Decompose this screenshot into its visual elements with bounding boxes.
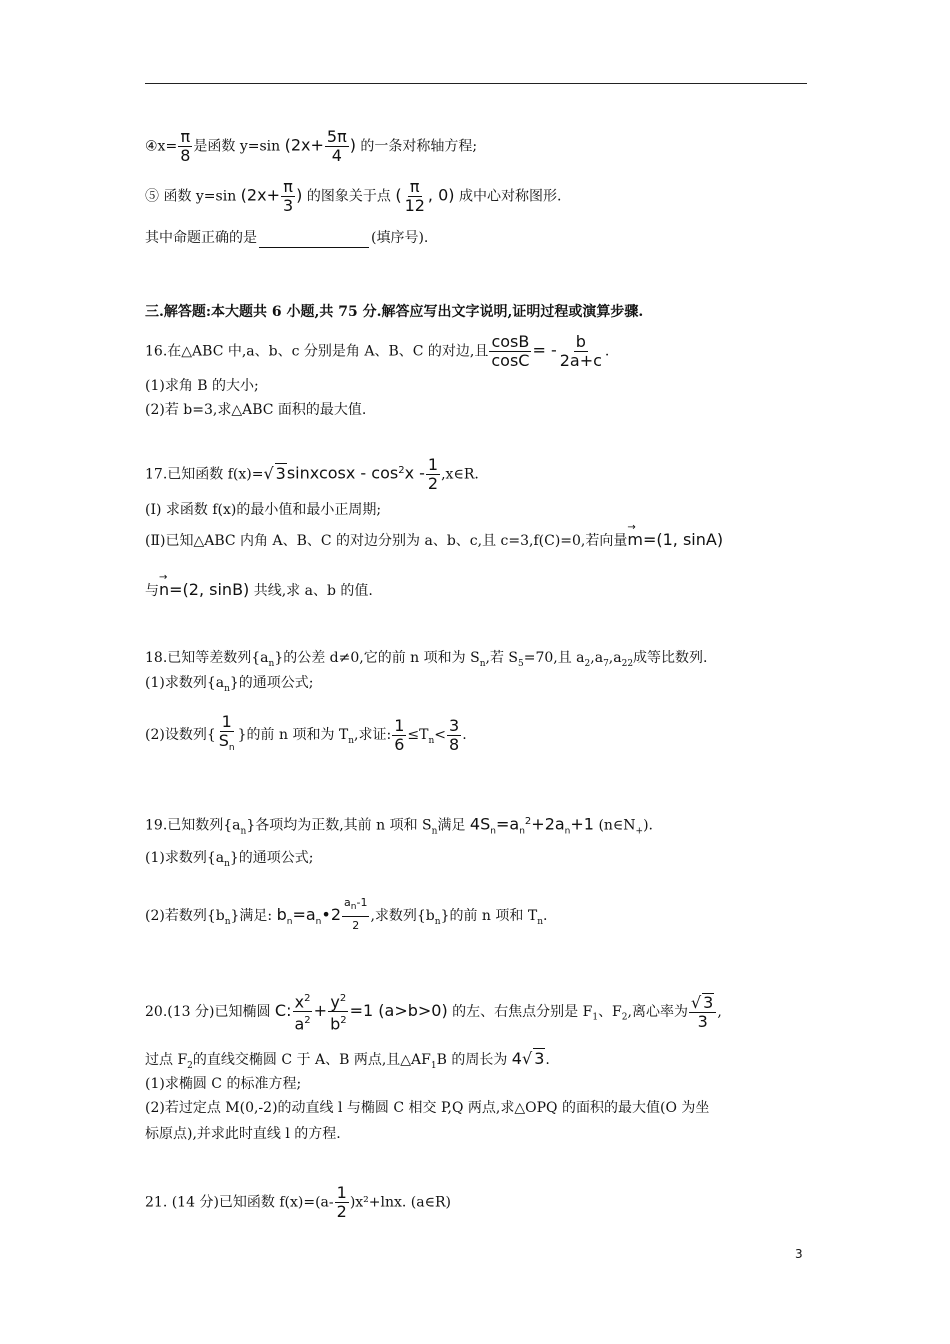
text: 共线,求 a、b 的值. bbox=[253, 583, 373, 599]
text: 的图象关于点 bbox=[306, 188, 391, 205]
math-text: ) bbox=[349, 135, 356, 155]
question-20: 20.(13 分)已知椭圆 C: $\frac{x^2}{a^2}$ + $\frac{y^2}{b^2}$ =1 (a>b>0) 的左、右焦点分别是 $F_1$、$F_2$,离心率为 $\frac{√ 3}{3}$ , bbox=[145, 990, 722, 1034]
text: (填序号). bbox=[371, 230, 429, 246]
math-text: S bbox=[218, 731, 229, 750]
math-text: (2x+ bbox=[240, 185, 280, 205]
math-text: y bbox=[330, 992, 340, 1012]
text: 其中命题正确的是 bbox=[145, 230, 257, 246]
numerator: π bbox=[180, 127, 191, 146]
subscript: n bbox=[479, 658, 486, 669]
math-text: √ 3 bbox=[521, 1049, 545, 1068]
numerator: cosB bbox=[491, 332, 530, 351]
text: . bbox=[604, 343, 610, 360]
text: }的通项公式; bbox=[229, 675, 314, 691]
numerator bbox=[293, 990, 313, 1012]
text: ⑤ 函数 y=sin bbox=[145, 188, 237, 205]
math-text: =(1, sinA) bbox=[642, 530, 724, 549]
text: (2)若数列{b bbox=[145, 908, 225, 924]
numerator: √ 3 bbox=[689, 993, 716, 1013]
question-19-part-2 bbox=[145, 894, 547, 935]
fraction-sqrt3-over-3 bbox=[689, 993, 716, 1031]
numerator: 1 bbox=[394, 715, 405, 735]
text: ,求数列{b bbox=[370, 908, 435, 924]
math-text: ) bbox=[296, 185, 303, 205]
fraction-1-over-6 bbox=[392, 717, 406, 754]
subscript: n bbox=[431, 826, 438, 837]
text: }的公差 d≠0,它的前 n 项和为 S bbox=[274, 650, 480, 666]
text: 满足 bbox=[437, 817, 466, 834]
denominator: 2a+c bbox=[559, 351, 602, 370]
vector-m: → m bbox=[627, 530, 643, 550]
question-17 bbox=[145, 456, 479, 493]
text: . bbox=[545, 1052, 550, 1068]
math-text: sinxcosx - cos bbox=[286, 463, 399, 483]
denominator: 2 bbox=[427, 474, 439, 493]
text: (Ⅱ)已知△ABC 内角 A、B、C 的对边分别为 a、b、c,且 c=3,f(C)=0,若向量 bbox=[145, 533, 628, 549]
denominator: 8 bbox=[449, 734, 460, 754]
question-19-part-1 bbox=[145, 848, 314, 874]
subscript: n bbox=[348, 735, 355, 746]
subscript: 7 bbox=[603, 658, 609, 669]
math-text: =1 (a>b>0) bbox=[349, 1000, 448, 1020]
math-text: =a bbox=[292, 905, 316, 924]
math-text: 4S bbox=[469, 814, 491, 834]
fraction-3-over-8 bbox=[447, 717, 461, 754]
fraction-1-over-Sn bbox=[217, 713, 237, 757]
math-text: a bbox=[294, 1014, 305, 1034]
text: (2)设数列{ bbox=[145, 727, 216, 744]
subscript: 22 bbox=[621, 658, 634, 669]
text: 20.(13 分)已知椭圆 bbox=[145, 1003, 271, 1020]
text: ). bbox=[643, 817, 653, 834]
fraction-5pi-over-4 bbox=[325, 128, 349, 165]
numerator: 3 bbox=[449, 715, 460, 735]
text: 的一条对称轴方程; bbox=[360, 138, 478, 155]
exponent: 2 bbox=[398, 464, 405, 476]
math-text: √ 3 bbox=[263, 463, 286, 483]
math-text: b bbox=[330, 1014, 341, 1034]
text: (1)求数列{a bbox=[145, 850, 225, 866]
exponent: 2 bbox=[340, 1015, 347, 1027]
text: 成等比数列. bbox=[633, 650, 708, 666]
numerator: 1 bbox=[336, 1183, 347, 1202]
subscript: n bbox=[240, 826, 247, 837]
question-18-part-1 bbox=[145, 673, 314, 699]
question-16-part-1: (1)求角 B 的大小; bbox=[145, 378, 259, 394]
question-20-cont bbox=[145, 1048, 550, 1076]
text: 与 bbox=[145, 583, 159, 599]
subscript: 2 bbox=[187, 1060, 193, 1071]
text: 过点 F bbox=[145, 1052, 188, 1068]
question-16-part-2: (2)若 b=3,求△ABC 面积的最大值. bbox=[145, 402, 367, 418]
math-text: + bbox=[313, 1000, 328, 1020]
text: 16.在△ABC 中,a、b、c 分别是角 A、B、C 的对边,且 bbox=[145, 343, 489, 360]
fraction-y2-over-b2 bbox=[328, 990, 349, 1034]
text: }满足: bbox=[230, 908, 273, 924]
fill-blank-line bbox=[145, 228, 428, 248]
math-text: x - bbox=[404, 463, 425, 483]
question-19 bbox=[145, 812, 653, 841]
text: )x²+lnx. (a∈R) bbox=[349, 1194, 451, 1211]
sqrt-radicand: 3 bbox=[275, 463, 286, 483]
text: =70,且 a bbox=[523, 650, 585, 666]
subscript: n bbox=[286, 916, 293, 927]
numerator bbox=[328, 990, 348, 1012]
math-text: b bbox=[276, 905, 287, 924]
denominator bbox=[328, 1012, 349, 1033]
text: 的直线交椭圆 C 于 A、B 两点,且△AF bbox=[192, 1052, 431, 1068]
question-16 bbox=[145, 333, 609, 370]
subscript: n bbox=[490, 826, 496, 837]
text: }各项均为正数,其前 n 项和 S bbox=[246, 817, 432, 834]
numerator: 1 bbox=[221, 712, 232, 731]
denominator: 2 bbox=[336, 1202, 347, 1221]
text: }的前 n 项和为 T bbox=[237, 727, 349, 744]
math-text: 4 bbox=[511, 1049, 522, 1068]
math-text: +1 bbox=[570, 814, 594, 834]
math-text: •2 bbox=[321, 905, 342, 924]
text: . bbox=[543, 908, 548, 924]
math-text: =a bbox=[495, 814, 520, 834]
denominator: 3 bbox=[697, 1011, 708, 1031]
question-17-part-2-cont bbox=[145, 580, 373, 601]
text: . bbox=[462, 727, 467, 744]
fraction-half bbox=[426, 456, 440, 493]
math-text: -1 bbox=[356, 896, 368, 909]
statement-4 bbox=[145, 128, 477, 165]
text: 21. (14 分)已知函数 f(x)=(a- bbox=[145, 1194, 334, 1211]
math-text: +2a bbox=[531, 814, 565, 834]
numerator: 1 bbox=[427, 455, 439, 474]
fraction-b-over-2a-plus-c bbox=[558, 333, 604, 370]
text: ,离心率为 bbox=[627, 1003, 688, 1020]
question-20-part-1: (1)求椭圆 C 的标准方程; bbox=[145, 1076, 302, 1092]
subscript: n bbox=[228, 743, 235, 754]
text: < bbox=[434, 727, 447, 744]
numerator bbox=[342, 894, 369, 917]
text: 的左、右焦点分别是 F bbox=[452, 1003, 593, 1020]
text: ,求证: bbox=[354, 727, 392, 744]
text: 17.已知函数 f(x)= bbox=[145, 466, 264, 483]
statement-5 bbox=[145, 178, 561, 215]
text: ,x∈R. bbox=[441, 466, 479, 483]
text: 18.已知等差数列{a bbox=[145, 650, 269, 666]
question-20-part-2-cont: 标原点),并求此时直线 l 的方程. bbox=[145, 1126, 341, 1142]
page-number: 3 bbox=[795, 1247, 803, 1261]
text: 成中心对称图形. bbox=[458, 188, 562, 205]
subscript: n bbox=[268, 658, 275, 669]
math-text: a bbox=[344, 896, 351, 909]
subscript: 5 bbox=[518, 658, 524, 669]
text: }的通项公式; bbox=[229, 850, 314, 866]
numerator: π bbox=[283, 177, 293, 196]
fraction-pi-over-3 bbox=[281, 178, 295, 215]
section-3-heading: 三.解答题:本大题共 6 小题,共 75 分.解答应写出文字说明,证明过程或演算步骤. bbox=[145, 304, 644, 320]
denominator: 8 bbox=[180, 146, 191, 165]
text: ≤T bbox=[407, 727, 429, 744]
question-17-part-2 bbox=[145, 530, 723, 551]
exponent: 2 bbox=[524, 816, 532, 827]
subscript: 2 bbox=[584, 658, 591, 669]
math-text: , 0) bbox=[427, 185, 455, 205]
text: ,a bbox=[608, 650, 622, 666]
denominator: 6 bbox=[394, 734, 405, 754]
text: 、F bbox=[598, 1003, 622, 1020]
subscript: n bbox=[537, 916, 543, 927]
sqrt-radicand: 3 bbox=[534, 1049, 545, 1068]
subscript: 2 bbox=[621, 1012, 628, 1023]
numerator: 5π bbox=[326, 127, 347, 146]
fraction-pi-over-12 bbox=[403, 178, 427, 215]
question-18 bbox=[145, 648, 708, 674]
subscript: 1 bbox=[430, 1060, 437, 1071]
subscript: n bbox=[434, 916, 441, 927]
exponent-fraction bbox=[342, 894, 369, 935]
denominator bbox=[217, 732, 237, 757]
fraction-half bbox=[335, 1184, 349, 1221]
text: ,a bbox=[590, 650, 604, 666]
question-21 bbox=[145, 1184, 451, 1221]
math-text: (2x+ bbox=[284, 135, 324, 155]
numerator: π bbox=[409, 177, 420, 196]
answer-blank bbox=[259, 233, 369, 248]
text: ④x= bbox=[145, 138, 178, 155]
denominator bbox=[292, 1012, 312, 1033]
subscript: n bbox=[564, 826, 571, 837]
subscript: n bbox=[428, 735, 435, 746]
subscript: n bbox=[519, 826, 525, 837]
math-text: C: bbox=[274, 1000, 292, 1020]
subscript: n bbox=[224, 683, 230, 694]
fraction-cosB-cosC bbox=[489, 333, 531, 370]
text: ,若 S bbox=[485, 650, 518, 666]
fraction-pi-over-8 bbox=[178, 128, 192, 165]
denominator: 2 bbox=[352, 919, 360, 933]
denominator: cosC bbox=[491, 351, 530, 370]
question-18-part-2 bbox=[145, 713, 467, 757]
text: B 的周长为 bbox=[436, 1052, 508, 1068]
denominator: 4 bbox=[331, 146, 342, 165]
subscript: n bbox=[224, 858, 230, 869]
math-text: =(2, sinB) bbox=[169, 580, 250, 599]
text: (1)求数列{a bbox=[145, 675, 225, 691]
subscript: n bbox=[224, 916, 231, 927]
subscript: 1 bbox=[592, 1012, 599, 1023]
math-text: x bbox=[294, 992, 305, 1012]
text: 19.已知数列{a bbox=[145, 817, 241, 834]
math-text: = - bbox=[532, 340, 557, 360]
exponent: 2 bbox=[304, 993, 311, 1004]
question-20-part-2: (2)若过定点 M(0,-2)的动直线 l 与椭圆 C 相交 P,Q 两点,求△OPQ 的面积的最大值(O 为坐 bbox=[145, 1100, 710, 1116]
text: 是函数 y=sin bbox=[193, 138, 281, 155]
fraction-x2-over-a2 bbox=[292, 990, 312, 1034]
math-text: ( bbox=[395, 185, 402, 205]
text: (n∈N bbox=[598, 817, 636, 834]
subscript: + bbox=[635, 826, 644, 837]
denominator: 12 bbox=[404, 196, 425, 215]
exponent: 2 bbox=[304, 1015, 311, 1027]
numerator: b bbox=[575, 332, 586, 351]
subscript: n bbox=[315, 916, 322, 927]
header-rule bbox=[145, 83, 807, 84]
subscript: n bbox=[350, 902, 357, 913]
text: }的前 n 项和 T bbox=[440, 908, 538, 924]
denominator: 3 bbox=[282, 196, 294, 215]
question-17-part-1: (Ⅰ) 求函数 f(x)的最小值和最小正周期; bbox=[145, 502, 382, 518]
vector-n: → n bbox=[159, 580, 169, 600]
sqrt-radicand: 3 bbox=[703, 992, 714, 1012]
exponent: 2 bbox=[339, 993, 347, 1004]
